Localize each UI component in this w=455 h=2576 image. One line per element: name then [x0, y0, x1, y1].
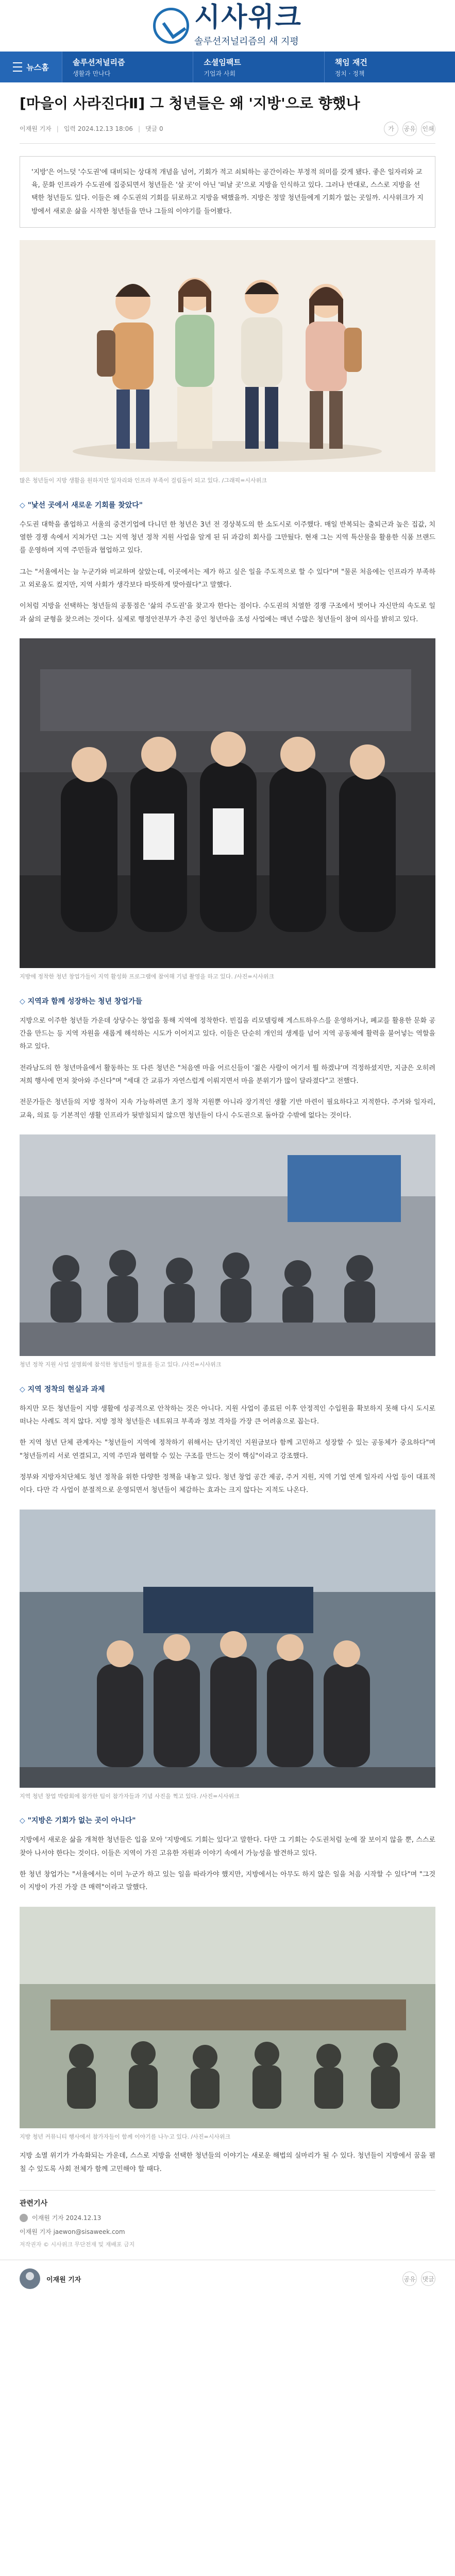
section-heading: ◇ 지역 정착의 현실과 과제 — [20, 1384, 435, 1394]
site-logo[interactable] — [153, 4, 302, 47]
logo-tagline: 솔루션저널리즘의 새 지평 — [194, 36, 299, 47]
seminar-photo — [20, 1134, 435, 1356]
header-divider — [20, 143, 435, 144]
illustration-image — [20, 240, 435, 472]
community-photo — [20, 1907, 435, 2128]
masthead — [0, 0, 455, 52]
group-photo — [20, 638, 435, 968]
seminar-photo-image — [20, 1134, 435, 1356]
article-body — [0, 156, 455, 2176]
logo-title: 시사위크 — [194, 2, 302, 33]
font-size-button[interactable]: 가 — [384, 122, 398, 136]
booth-photo — [20, 1510, 435, 1788]
logo-check-icon — [153, 8, 189, 44]
author-tools — [402, 2272, 435, 2286]
reporter-date: 이재원 기자 2024.12.13 — [32, 2214, 102, 2222]
article-byline: 이재원 기자 — [20, 125, 52, 133]
article-paragraph: 한 청년 창업가는 "서울에서는 이미 누군가 하고 있는 일을 따라가야 했지만, 지방에서는 아무도 하지 않은 일을 처음 시작할 수 있다"며 "그것이 지방이 가진 가장 큰 매력"이라고 말했다. — [20, 1871, 435, 1892]
group-photo-image — [20, 638, 435, 968]
figure-caption: 지역 청년 창업 박람회에 참가한 팀이 참가자들과 기념 사진을 찍고 있다. /사진=시사위크 — [20, 1792, 240, 1800]
author-name[interactable]: 이재원 기자 — [46, 2276, 81, 2284]
article-paragraph: 수도권 대학을 졸업하고 서울의 중견기업에 다니던 한 청년은 3년 전 경상북도의 한 소도시로 이주했다. 매일 반복되는 출퇴근과 높은 집값, 치열한 경쟁 속에서 지쳐가던 그는 지역 청년 정착 지원 사업을 알게 된 뒤 과감히 회사를 그만뒀다. 현재 그는 지역 특산물을 활용한 식품 브랜드를 운영하며 지역 주민들과 협업하고 있다. — [20, 520, 435, 555]
reporter-box — [20, 2190, 435, 2248]
figure-caption: 지방 청년 커뮤니티 행사에서 참가자들이 함께 이야기를 나누고 있다. /사진=시사위크 — [20, 2133, 231, 2140]
reporter-email[interactable]: 이재원 기자 jaewon@sisaweek.com — [20, 2228, 125, 2236]
booth-photo-image — [20, 1510, 435, 1788]
article-header — [0, 82, 455, 136]
print-button[interactable]: 인쇄 — [421, 122, 435, 136]
nav-menu-button[interactable] — [0, 52, 62, 82]
article-paragraph: 지방에서 새로운 삶을 개척한 청년들은 입을 모아 '지방에도 기회는 있다'고 말한다. 다만 그 기회는 수도권처럼 눈에 잘 보이지 않을 뿐, 스스로 찾아 나서야 한다는 것이다. 이들은 지역이 가진 고유한 자원과 이야기 속에서 가능성을 발견하고 있다. — [20, 1836, 435, 1857]
community-photo-image — [20, 1907, 435, 2128]
figure-seminar-photo — [20, 1134, 435, 1369]
copyright-notice: 저작권자 © 시사위크 무단전재 및 재배포 금지 — [20, 2241, 135, 2248]
author-avatar[interactable] — [20, 2268, 40, 2289]
article-paragraph: 전라남도의 한 청년마을에서 활동하는 또 다른 청년은 "처음엔 마을 어르신들이 '젊은 사람이 여기서 뭘 하겠냐'며 걱정하셨지만, 지금은 오히려 저희 행사에 먼저 찾아와 주신다"며 "세대 간 교류가 자연스럽게 이뤄지면서 마을 분위기가 많이 달라졌다"고 전했다. — [20, 1064, 435, 1086]
nav-item-responsibility[interactable]: 책임 재건 정치 · 정책 — [324, 52, 455, 82]
hamburger-icon — [13, 62, 22, 72]
nav-menu-label: 뉴스홈 — [26, 62, 49, 72]
figure-booth-photo — [20, 1510, 435, 1801]
article-tools — [384, 122, 435, 136]
nav-item-social-impact[interactable]: 소셜임팩트 기업과 사회 — [193, 52, 324, 82]
figure-community-photo — [20, 1907, 435, 2142]
reporter-line — [20, 2213, 435, 2222]
people-illustration — [20, 240, 435, 472]
article-paragraph: 이처럼 지방을 선택하는 청년들의 공통점은 '삶의 주도권'을 찾고자 한다는 점이다. 수도권의 치열한 경쟁 구조에서 벗어나 자신만의 속도로 일과 삶의 균형을 찾으려는 것이다. 실제로 행정안전부가 추진 중인 청년마을 조성 사업에는 매년 수많은 청년들이 참여 의사를 밝히고 있다. — [20, 602, 435, 623]
article-paragraph: 전문가들은 청년들의 지방 정착이 지속 가능하려면 초기 정착 지원뿐 아니라 장기적인 생활 기반 마련이 필요하다고 지적한다. 주거와 일자리, 교육, 의료 등 기본적인 생활 인프라가 뒷받침되지 않으면 청년들이 다시 수도권으로 돌아갈 수밖에 없다는 것이다. — [20, 1098, 435, 1120]
article-paragraph: 지방 소멸 위기가 가속화되는 가운데, 스스로 지방을 선택한 청년들의 이야기는 새로운 해법의 실마리가 될 수 있다. 청년들이 지방에서 꿈을 펼칠 수 있도록 사회 전체가 함께 고민해야 할 때다. — [20, 2152, 435, 2173]
main-nav — [0, 52, 455, 82]
related-label: 관련기사 — [20, 2199, 48, 2208]
reporter-icon — [20, 2214, 28, 2222]
figure-illustration — [20, 240, 435, 485]
article-comments-count[interactable]: 댓글 0 — [145, 125, 163, 133]
article-lead: '지방'은 어느덧 '수도권'에 대비되는 상대적 개념을 넘어, 기회가 적고 쇠퇴하는 공간이라는 부정적 의미를 갖게 됐다. 좋은 일자리와 교육, 문화 인프라가 수도권에 집중되면서 청년들은 '살 곳'이 아닌 '떠날 곳'으로 지방을 인식하고 있다. 그러나 반대로, 스스로 지방을 선택한 청년들도 있다. 이들은 왜 수도권의 기회를 뒤로하고 지방을 택했을까. 지방은 정말 청년들에게 기회가 없는 곳일까. 시사위크가 지방에서 새로운 삶을 시작한 청년들을 만나 그들의 이야기를 들어봤다. — [20, 156, 435, 228]
article-paragraph: 지방으로 이주한 청년들 가운데 상당수는 창업을 통해 지역에 정착한다. 빈집을 리모델링해 게스트하우스를 운영하거나, 폐교를 활용한 문화 공간을 만드는 등 지역 자원을 새롭게 해석하는 시도가 이어지고 있다. 이들은 단순히 개인의 생계를 넘어 지역 공동체에 활력을 불어넣는 역할을 하고 있다. — [20, 1016, 435, 1051]
article-meta: 이재원 기자 | 입력 2024.12.13 18:06 | 댓글 0 가 공유 인쇄 — [20, 122, 435, 136]
figure-caption: 지방에 정착한 청년 창업가들이 지역 활성화 프로그램에 참여해 기념 촬영을 하고 있다. /사진=시사위크 — [20, 973, 275, 980]
comment-icon[interactable]: 댓글 — [421, 2272, 435, 2286]
article-paragraph: 정부와 지방자치단체도 청년 정착을 위한 다양한 정책을 내놓고 있다. 청년 창업 공간 제공, 주거 지원, 지역 기업 연계 일자리 사업 등이 대표적이다. 다만 각 사업이 분절적으로 운영되면서 청년들이 체감하는 효과는 크지 않다는 지적도 나온다. — [20, 1473, 435, 1495]
article-paragraph: 그는 "서울에서는 늘 누군가와 비교하며 살았는데, 이곳에서는 제가 하고 싶은 일을 주도적으로 할 수 있다"며 "물론 처음에는 인프라가 부족하고 외로움도 컸지만, 지역 사회가 생각보다 따뜻하게 맞아줬다"고 말했다. — [20, 568, 435, 589]
share-button[interactable]: 공유 — [402, 122, 417, 136]
section-heading: ◇ "낯선 곳에서 새로운 기회를 찾았다" — [20, 500, 435, 510]
article-date: 입력 2024.12.13 18:06 — [63, 125, 133, 133]
nav-item-solution[interactable]: 솔루션저널리즘 생활과 만나다 — [62, 52, 193, 82]
article-headline: [마을이 사라진다Ⅱ] 그 청년들은 왜 '지방'으로 향했나 — [20, 95, 360, 112]
article-paragraph: 하지만 모든 청년들이 지방 생활에 성공적으로 안착하는 것은 아니다. 지원 사업이 종료된 이후 안정적인 수입원을 확보하지 못해 다시 도시로 떠나는 사례도 적지 않다. 지방 정착 청년들은 네트워크 부족과 정보 격차를 가장 큰 어려움으로 꼽는다. — [20, 1404, 435, 1426]
share-icon[interactable]: 공유 — [402, 2272, 417, 2286]
author-bar — [0, 2260, 455, 2297]
figure-group-photo — [20, 638, 435, 981]
figure-caption: 청년 정착 지원 사업 설명회에 참석한 청년들이 발표를 듣고 있다. /사진=시사위크 — [20, 1361, 222, 1368]
article-paragraph: 한 지역 청년 단체 관계자는 "청년들이 지역에 정착하기 위해서는 단기적인 지원금보다 함께 고민하고 성장할 수 있는 공동체가 중요하다"며 "청년들끼리 서로 연결되고, 지역 주민과 협력할 수 있는 구조를 만드는 것이 핵심"이라고 강조했다. — [20, 1439, 435, 1460]
figure-caption: 많은 청년들이 지방 생활을 원하지만 일자리와 인프라 부족이 걸림돌이 되고 있다. /그래픽=시사위크 — [20, 477, 267, 484]
section-heading: ◇ "지방은 기회가 없는 곳이 아니다" — [20, 1815, 435, 1825]
section-heading: ◇ 지역과 함께 성장하는 청년 창업가들 — [20, 996, 435, 1006]
